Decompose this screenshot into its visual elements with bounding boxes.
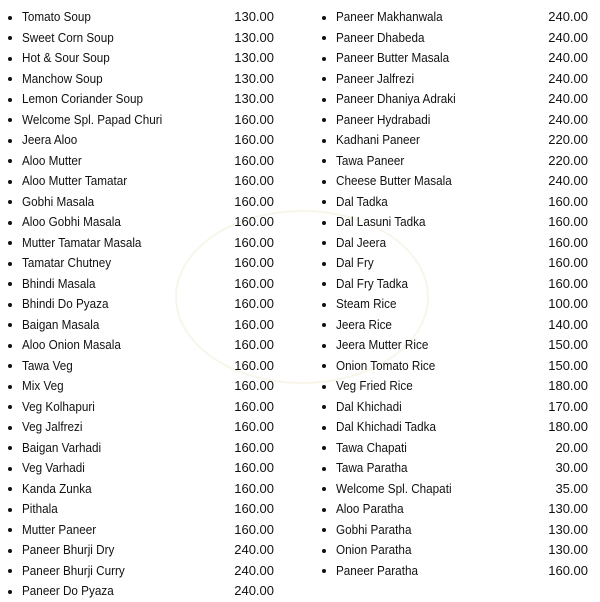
bullet-icon xyxy=(8,159,12,163)
menu-item-name: Onion Paratha xyxy=(336,542,412,557)
bullet-icon xyxy=(322,467,326,471)
bullet-icon xyxy=(8,467,12,471)
bullet-icon xyxy=(322,221,326,225)
menu-item-name: Paneer Paratha xyxy=(336,562,418,578)
menu-item-name: Tamatar Chutney xyxy=(22,255,112,270)
menu-column-right xyxy=(322,7,588,581)
menu-item-price: 160.00 xyxy=(548,562,588,578)
menu-item-name: Kadhani Paneer xyxy=(336,132,420,147)
bullet-icon xyxy=(322,344,326,348)
menu-item-price: 160.00 xyxy=(234,398,274,414)
menu-item xyxy=(8,397,274,418)
menu-item-price: 240.00 xyxy=(548,173,588,188)
bullet-icon xyxy=(8,344,12,348)
menu-item-price: 160.00 xyxy=(234,234,274,250)
menu-item-price: 140.00 xyxy=(548,316,588,332)
menu-item xyxy=(322,69,588,90)
menu-item-name: Kanda Zunka xyxy=(22,480,92,496)
bullet-icon xyxy=(322,364,326,368)
menu-item-price: 100.00 xyxy=(548,296,588,311)
menu-item xyxy=(8,110,274,131)
menu-item-price: 130.00 xyxy=(234,70,274,86)
menu-item-price: 160.00 xyxy=(548,255,588,270)
menu-item xyxy=(322,438,588,459)
menu-item-price: 30.00 xyxy=(555,460,588,475)
menu-item-name: Paneer Bhurji Dry xyxy=(22,542,115,557)
menu-item xyxy=(322,192,588,213)
menu-item-price: 240.00 xyxy=(234,583,274,598)
menu-item xyxy=(8,233,274,254)
menu-item-name: Paneer Bhurji Curry xyxy=(22,562,125,578)
menu-item-name: Paneer Jalfrezi xyxy=(336,70,415,86)
menu-item-name: Jeera Mutter Rice xyxy=(336,337,429,352)
bullet-icon xyxy=(8,36,12,40)
bullet-icon xyxy=(8,590,12,594)
menu-item-price: 160.00 xyxy=(234,501,274,516)
menu-item-name: Dal Khichadi xyxy=(336,398,402,414)
bullet-icon xyxy=(322,98,326,102)
menu-item-name: Paneer Dhaniya Adraki xyxy=(336,91,456,106)
menu-item-price: 130.00 xyxy=(234,29,274,45)
menu-item xyxy=(8,7,274,28)
menu-item-price: 160.00 xyxy=(234,193,274,209)
menu-item xyxy=(322,48,588,69)
menu-item-price: 220.00 xyxy=(548,132,588,147)
menu-item-price: 160.00 xyxy=(234,378,274,393)
bullet-icon xyxy=(322,241,326,245)
menu-item-name: Jeera Aloo xyxy=(22,132,78,147)
menu-item-name: Sweet Corn Soup xyxy=(22,29,114,45)
bullet-icon xyxy=(322,139,326,143)
menu-item xyxy=(322,561,588,582)
bullet-icon xyxy=(8,139,12,143)
bullet-icon xyxy=(322,549,326,553)
bullet-icon xyxy=(8,200,12,204)
menu-item xyxy=(8,171,274,192)
menu-item xyxy=(322,479,588,500)
bullet-icon xyxy=(8,385,12,389)
menu-item-price: 160.00 xyxy=(234,214,274,229)
menu-item xyxy=(8,274,274,295)
menu-item xyxy=(8,479,274,500)
bullet-icon xyxy=(8,303,12,307)
bullet-icon xyxy=(322,159,326,163)
menu-item-name: Steam Rice xyxy=(336,296,397,311)
bullet-icon xyxy=(322,77,326,81)
menu-item-price: 160.00 xyxy=(234,337,274,352)
menu-item-price: 180.00 xyxy=(548,419,588,434)
menu-item-price: 150.00 xyxy=(548,357,588,373)
bullet-icon xyxy=(322,180,326,184)
bullet-icon xyxy=(322,262,326,266)
menu-item-name: Bhindi Do Pyaza xyxy=(22,296,109,311)
bullet-icon xyxy=(8,180,12,184)
menu-item xyxy=(8,89,274,110)
menu-item xyxy=(8,540,274,561)
bullet-icon xyxy=(8,364,12,368)
bullet-icon xyxy=(8,221,12,225)
menu-item-price: 20.00 xyxy=(555,439,588,455)
menu-item-name: Paneer Makhanwala xyxy=(336,9,443,24)
bullet-icon xyxy=(8,569,12,573)
menu-item xyxy=(322,110,588,131)
menu-item-price: 160.00 xyxy=(234,357,274,373)
menu-item xyxy=(8,417,274,438)
menu-item xyxy=(8,48,274,69)
menu-item-name: Mutter Tamatar Masala xyxy=(22,234,142,250)
menu-item-price: 160.00 xyxy=(548,275,588,291)
menu-item xyxy=(322,540,588,561)
menu-item-name: Tawa Chapati xyxy=(336,439,407,455)
menu-item-name: Cheese Butter Masala xyxy=(336,173,452,188)
bullet-icon xyxy=(322,303,326,307)
menu-item-price: 160.00 xyxy=(234,275,274,291)
bullet-icon xyxy=(322,426,326,430)
menu-item xyxy=(322,7,588,28)
bullet-icon xyxy=(322,446,326,450)
menu-item-price: 240.00 xyxy=(548,50,588,65)
bullet-icon xyxy=(8,98,12,102)
menu-item-price: 130.00 xyxy=(548,521,588,537)
menu-item-price: 160.00 xyxy=(234,316,274,332)
menu-item xyxy=(322,315,588,336)
bullet-icon xyxy=(322,282,326,286)
menu-item xyxy=(8,253,274,274)
menu-item-name: Tawa Paneer xyxy=(336,152,405,168)
menu-item xyxy=(322,356,588,377)
menu-item xyxy=(8,438,274,459)
menu-item-name: Aloo Onion Masala xyxy=(22,337,121,352)
menu-item-name: Mix Veg xyxy=(22,378,64,393)
menu-item xyxy=(322,274,588,295)
menu-item xyxy=(8,69,274,90)
menu-item-price: 160.00 xyxy=(234,173,274,188)
menu-item-name: Tawa Veg xyxy=(22,357,73,373)
menu-item-name: Aloo Mutter Tamatar xyxy=(22,173,128,188)
menu-item-price: 160.00 xyxy=(234,480,274,496)
menu-item-name: Dal Khichadi Tadka xyxy=(336,419,436,434)
menu-item-price: 130.00 xyxy=(548,542,588,557)
menu-item-price: 160.00 xyxy=(234,419,274,434)
menu-item-price: 240.00 xyxy=(548,91,588,106)
menu-item xyxy=(8,335,274,356)
menu-item xyxy=(322,151,588,172)
menu-item-name: Dal Lasuni Tadka xyxy=(336,214,426,229)
menu-item xyxy=(322,294,588,315)
bullet-icon xyxy=(322,569,326,573)
menu-item xyxy=(322,397,588,418)
bullet-icon xyxy=(322,16,326,20)
bullet-icon xyxy=(8,446,12,450)
menu-item-name: Hot & Sour Soup xyxy=(22,50,110,65)
bullet-icon xyxy=(322,487,326,491)
menu-item-price: 130.00 xyxy=(234,9,274,24)
menu-item-price: 160.00 xyxy=(234,439,274,455)
menu-item-price: 160.00 xyxy=(234,255,274,270)
menu-item-name: Dal Jeera xyxy=(336,234,387,250)
bullet-icon xyxy=(8,323,12,327)
menu-item-name: Dal Fry xyxy=(336,255,374,270)
bullet-icon xyxy=(322,118,326,122)
menu-item-name: Dal Tadka xyxy=(336,193,388,209)
bullet-icon xyxy=(322,57,326,61)
menu-item-price: 130.00 xyxy=(548,501,588,516)
menu-item-name: Paneer Dhabeda xyxy=(336,29,425,45)
menu-item xyxy=(8,356,274,377)
menu-item xyxy=(322,520,588,541)
menu-item-name: Tawa Paratha xyxy=(336,460,408,475)
menu-item xyxy=(322,458,588,479)
bullet-icon xyxy=(8,426,12,430)
menu-item xyxy=(8,28,274,49)
bullet-icon xyxy=(8,57,12,61)
menu-item xyxy=(8,151,274,172)
menu-item-price: 160.00 xyxy=(548,193,588,209)
menu-item xyxy=(8,192,274,213)
menu-item xyxy=(8,561,274,582)
menu-item xyxy=(8,315,274,336)
menu-item xyxy=(322,335,588,356)
menu-item-price: 240.00 xyxy=(234,562,274,578)
menu-item xyxy=(322,417,588,438)
menu-item-price: 240.00 xyxy=(548,70,588,86)
menu-item-price: 160.00 xyxy=(548,214,588,229)
bullet-icon xyxy=(322,508,326,512)
menu-item-name: Paneer Butter Masala xyxy=(336,50,450,65)
menu-item-name: Welcome Spl. Chapati xyxy=(336,480,452,496)
menu-item-name: Onion Tomato Rice xyxy=(336,357,436,373)
menu-item xyxy=(8,376,274,397)
bullet-icon xyxy=(322,36,326,40)
bullet-icon xyxy=(8,262,12,266)
menu-item-name: Paneer Do Pyaza xyxy=(22,583,114,598)
menu-item xyxy=(8,458,274,479)
menu-item-price: 170.00 xyxy=(548,398,588,414)
bullet-icon xyxy=(8,118,12,122)
bullet-icon xyxy=(8,549,12,553)
menu-item-price: 240.00 xyxy=(548,29,588,45)
menu-item xyxy=(8,294,274,315)
menu-item-price: 160.00 xyxy=(234,152,274,168)
menu-item xyxy=(322,89,588,110)
menu-item-name: Veg Kolhapuri xyxy=(22,398,95,414)
menu-item-price: 220.00 xyxy=(548,152,588,168)
menu-item-name: Baigan Masala xyxy=(22,316,100,332)
bullet-icon xyxy=(8,282,12,286)
bullet-icon xyxy=(8,508,12,512)
bullet-icon xyxy=(8,405,12,409)
menu-item-price: 180.00 xyxy=(548,378,588,393)
menu-item xyxy=(8,212,274,233)
menu-item-name: Paneer Hydrabadi xyxy=(336,111,431,127)
menu-item-name: Dal Fry Tadka xyxy=(336,275,408,291)
menu-item-name: Gobhi Paratha xyxy=(336,521,412,537)
menu-item-name: Gobhi Masala xyxy=(22,193,95,209)
menu-item-name: Veg Varhadi xyxy=(22,460,85,475)
bullet-icon xyxy=(8,77,12,81)
bullet-icon xyxy=(8,16,12,20)
menu-item xyxy=(8,130,274,151)
menu-item-price: 160.00 xyxy=(234,111,274,127)
menu-item-name: Veg Fried Rice xyxy=(336,378,413,393)
menu-item-name: Veg Jalfrezi xyxy=(22,419,83,434)
menu-item-name: Pithala xyxy=(22,501,58,516)
menu-item xyxy=(8,520,274,541)
menu-item xyxy=(8,499,274,520)
menu-item xyxy=(322,499,588,520)
menu-column-left xyxy=(8,7,274,602)
menu-item-name: Mutter Paneer xyxy=(22,521,97,537)
bullet-icon xyxy=(322,323,326,327)
bullet-icon xyxy=(8,241,12,245)
menu-item-price: 160.00 xyxy=(234,521,274,537)
menu-item xyxy=(322,212,588,233)
menu-item xyxy=(322,253,588,274)
bullet-icon xyxy=(322,528,326,532)
bullet-icon xyxy=(8,528,12,532)
menu-item-price: 240.00 xyxy=(548,111,588,127)
menu-item xyxy=(8,581,274,602)
menu-item xyxy=(322,28,588,49)
menu-item xyxy=(322,376,588,397)
menu-item-price: 35.00 xyxy=(555,480,588,496)
menu-item-name: Lemon Coriander Soup xyxy=(22,91,143,106)
menu-item xyxy=(322,233,588,254)
menu-item-price: 130.00 xyxy=(234,91,274,106)
bullet-icon xyxy=(8,487,12,491)
menu-item-price: 160.00 xyxy=(234,296,274,311)
menu-item-price: 160.00 xyxy=(234,460,274,475)
menu-item-name: Bhindi Masala xyxy=(22,275,96,291)
bullet-icon xyxy=(322,200,326,204)
menu-item-price: 150.00 xyxy=(548,337,588,352)
menu-item-price: 130.00 xyxy=(234,50,274,65)
menu-item-name: Aloo Mutter xyxy=(22,152,82,168)
menu-item-price: 240.00 xyxy=(234,542,274,557)
menu-item-price: 160.00 xyxy=(548,234,588,250)
bullet-icon xyxy=(322,385,326,389)
menu-item-name: Welcome Spl. Papad Churi xyxy=(22,111,163,127)
menu-item-name: Aloo Paratha xyxy=(336,501,404,516)
menu-item-name: Aloo Gobhi Masala xyxy=(22,214,121,229)
bullet-icon xyxy=(322,405,326,409)
menu-item-name: Baigan Varhadi xyxy=(22,439,102,455)
menu-item-name: Manchow Soup xyxy=(22,70,103,86)
menu-item-name: Tomato Soup xyxy=(22,9,91,24)
menu-item xyxy=(322,171,588,192)
menu-item-price: 240.00 xyxy=(548,9,588,24)
menu-item-name: Jeera Rice xyxy=(336,316,392,332)
menu-item xyxy=(322,130,588,151)
menu-item-price: 160.00 xyxy=(234,132,274,147)
